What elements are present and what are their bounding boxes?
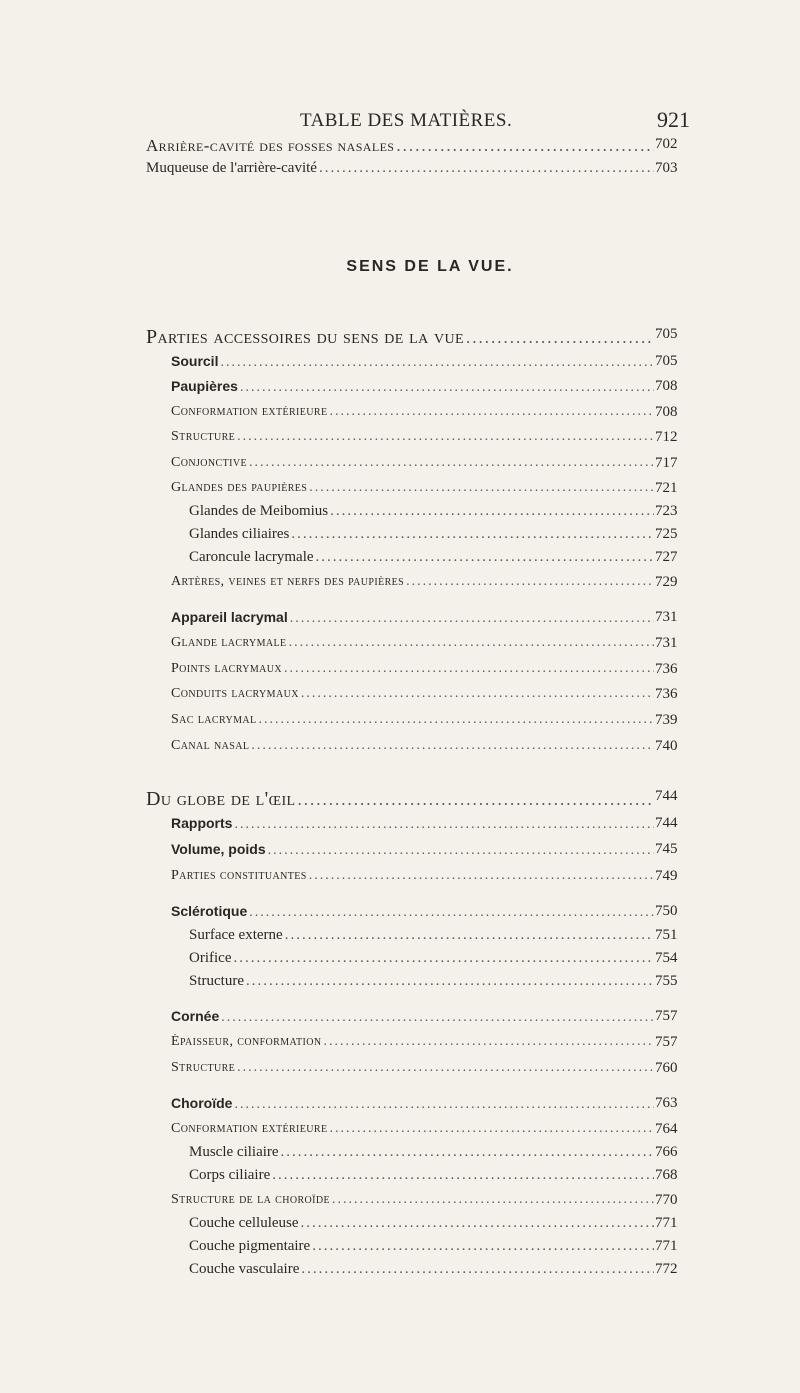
- dot-leader: [301, 1215, 654, 1232]
- toc-page: 725: [655, 526, 678, 542]
- toc-label: Paupières: [171, 378, 238, 394]
- toc-entry-conduits-lacrymaux: [0, 686, 800, 708]
- toc-label: Structure: [171, 1060, 236, 1075]
- dot-leader: [301, 686, 654, 702]
- dot-leader: [316, 549, 654, 566]
- toc-entry-epaisseur: [0, 1034, 800, 1056]
- dot-leader: [237, 429, 654, 445]
- dot-leader: [281, 1144, 654, 1161]
- toc-entry-surface-externe: [0, 927, 800, 949]
- toc-label: Choroïde: [171, 1095, 233, 1111]
- toc-page: 731: [655, 635, 678, 651]
- dot-leader: [284, 661, 654, 677]
- dot-leader: [466, 328, 654, 348]
- toc-label: Artères, veines et nerfs des paupières: [171, 574, 405, 589]
- running-title: TABLE DES MATIÈRES.: [300, 110, 513, 131]
- toc-entry-points-lacrymaux: [0, 661, 800, 683]
- dot-leader: [309, 868, 654, 884]
- toc-page: 766: [655, 1144, 678, 1160]
- dot-leader: [259, 712, 654, 728]
- toc-entry-glandes-paupieres: [0, 480, 800, 502]
- toc-entry-rapports: [0, 815, 800, 837]
- dot-leader: [220, 355, 654, 371]
- toc-label: Couche celluleuse: [189, 1215, 299, 1231]
- toc-label: Glandes de Meibomius: [189, 503, 329, 519]
- dot-leader: [330, 503, 654, 520]
- toc-label: Muscle ciliaire: [189, 1144, 279, 1160]
- dot-leader: [240, 380, 654, 396]
- toc-label: Conformation extérieure: [171, 1121, 328, 1136]
- toc-page: 768: [655, 1167, 678, 1183]
- toc-label: Surface externe: [189, 927, 283, 943]
- toc-page: 703: [655, 160, 678, 176]
- toc-entry-conformation-choroide: [0, 1121, 800, 1143]
- toc-page: 727: [655, 549, 678, 565]
- dot-leader: [298, 790, 655, 810]
- toc-entry-choroide: [0, 1095, 800, 1117]
- dot-leader: [237, 1060, 654, 1076]
- toc-page: 751: [655, 927, 678, 943]
- toc-entry-parties-accessoires: [0, 326, 800, 348]
- toc-page: 750: [655, 903, 678, 919]
- toc-label: Glande lacrymale: [171, 635, 287, 650]
- toc-page: 754: [655, 950, 678, 966]
- toc-label: Rapports: [171, 815, 233, 831]
- toc-page: 745: [655, 841, 678, 857]
- dot-leader: [285, 927, 654, 944]
- toc-label: Muqueuse de l'arrière-cavité: [146, 160, 317, 176]
- toc-label: Appareil lacrymal: [171, 609, 288, 625]
- toc-label: Structure: [189, 973, 244, 989]
- dot-leader: [249, 455, 654, 471]
- toc-page: 771: [655, 1215, 678, 1231]
- toc-label: Parties constituantes: [171, 868, 307, 883]
- toc-label: Glandes des paupières: [171, 480, 308, 495]
- dot-leader: [291, 526, 654, 543]
- toc-label: Parties accessoires du sens de la vue: [146, 326, 464, 348]
- toc-label: Conformation extérieure: [171, 404, 328, 419]
- toc-entry-glande-lacrymale: [0, 635, 800, 657]
- toc-label: Glandes ciliaires: [189, 526, 290, 542]
- toc-page: 744: [655, 815, 678, 831]
- toc-label: Caroncule lacrymale: [189, 549, 314, 565]
- dot-leader: [251, 738, 654, 754]
- toc-entry-structure-sclerotique: [0, 973, 800, 995]
- toc-page: 736: [655, 661, 678, 677]
- toc-entry-corps-ciliaire: [0, 1167, 800, 1189]
- toc-page: 739: [655, 712, 678, 728]
- toc-entry-conformation-exterieure: [0, 404, 800, 426]
- toc-page: 760: [655, 1060, 678, 1076]
- toc-page: 763: [655, 1095, 678, 1111]
- toc-page: 702: [655, 136, 678, 152]
- toc-label: Sourcil: [171, 353, 219, 369]
- toc-entry-appareil-lacrymal: [0, 609, 800, 631]
- toc-label: Conduits lacrymaux: [171, 686, 299, 701]
- toc-label: Du globe de l'œil: [146, 788, 296, 810]
- dot-leader: [233, 950, 654, 967]
- toc-entry-parties-constituantes: [0, 868, 800, 890]
- toc-entry-muscle-ciliaire: [0, 1144, 800, 1166]
- toc-page: 708: [655, 404, 678, 420]
- toc-label: Structure de la choroïde: [171, 1192, 330, 1207]
- toc-entry-structure-cornee: [0, 1060, 800, 1082]
- toc-page: 717: [655, 455, 678, 471]
- dot-leader: [268, 843, 654, 859]
- toc-entry-sourcil: [0, 353, 800, 375]
- toc-page: 712: [655, 429, 678, 445]
- toc-label: Canal nasal: [171, 738, 250, 753]
- toc-entry-cornee: [0, 1008, 800, 1030]
- toc-entry-couche-vasculaire: [0, 1261, 800, 1283]
- toc-label: Sclérotique: [171, 903, 248, 919]
- dot-leader: [324, 1034, 654, 1050]
- toc-label: Arrière-cavité des fosses nasales: [146, 136, 395, 155]
- toc-entry-glandes-meibomius: [0, 503, 800, 525]
- section-heading: SENS DE LA VUE.: [346, 258, 514, 275]
- toc-label: Épaisseur, conformation: [171, 1034, 322, 1049]
- toc-entry-globe-oeil: [0, 788, 800, 810]
- dot-leader: [290, 611, 654, 627]
- toc-page: 764: [655, 1121, 678, 1137]
- toc-page: 757: [655, 1008, 678, 1024]
- toc-entry-conjonctive: [0, 455, 800, 477]
- dot-leader: [221, 1010, 654, 1026]
- toc-entry-structure-choroide: [0, 1192, 800, 1214]
- toc-page: 723: [655, 503, 678, 519]
- dot-leader: [272, 1167, 654, 1184]
- page-number: 921: [657, 107, 690, 132]
- dot-leader: [329, 1121, 654, 1137]
- toc-entry-canal-nasal: [0, 738, 800, 760]
- dot-leader: [396, 136, 654, 156]
- toc-entry-structure: [0, 429, 800, 451]
- dot-leader: [332, 1192, 654, 1208]
- toc-label: Orifice: [189, 950, 232, 966]
- toc-page: 708: [655, 378, 678, 394]
- dot-leader: [312, 1238, 654, 1255]
- toc-entry-couche-celluleuse: [0, 1215, 800, 1237]
- dot-leader: [329, 404, 654, 420]
- toc-entry-volume-poids: [0, 841, 800, 863]
- toc-page: 736: [655, 686, 678, 702]
- dot-leader: [289, 635, 654, 651]
- toc-page: 721: [655, 480, 678, 496]
- toc-label: Couche pigmentaire: [189, 1238, 311, 1254]
- toc-label: Corps ciliaire: [189, 1167, 271, 1183]
- toc-entry-arteres: [0, 574, 800, 596]
- toc-entry-orifice: [0, 950, 800, 972]
- toc-entry-sac-lacrymal: [0, 712, 800, 734]
- toc-page: 740: [655, 738, 678, 754]
- toc-entry-sclerotique: [0, 903, 800, 925]
- toc-page: 731: [655, 609, 678, 625]
- toc-entry-paupieres: [0, 378, 800, 400]
- toc-entry-arriere-cavite: [0, 136, 800, 158]
- toc-page: 729: [655, 574, 678, 590]
- dot-leader: [301, 1261, 654, 1278]
- toc-entry-glandes-ciliaires: [0, 526, 800, 548]
- toc-entry-couche-pigmentaire: [0, 1238, 800, 1260]
- toc-label: Conjonctive: [171, 455, 247, 470]
- toc-entry-muqueuse: [0, 160, 800, 182]
- toc-page: 757: [655, 1034, 678, 1050]
- dot-leader: [249, 905, 654, 921]
- dot-leader: [234, 817, 654, 833]
- toc-label: Cornée: [171, 1008, 220, 1024]
- dot-leader: [406, 574, 654, 590]
- toc-page: 705: [655, 326, 678, 342]
- toc-page: 705: [655, 353, 678, 369]
- toc-page: 770: [655, 1192, 678, 1208]
- dot-leader: [309, 480, 654, 496]
- toc-label: Couche vasculaire: [189, 1261, 300, 1277]
- dot-leader: [319, 160, 654, 177]
- dot-leader: [246, 973, 654, 990]
- toc-label: Structure: [171, 429, 236, 444]
- toc-entry-caroncule: [0, 549, 800, 571]
- toc-label: Points lacrymaux: [171, 661, 283, 676]
- toc-page: 771: [655, 1238, 678, 1254]
- toc-page: 755: [655, 973, 678, 989]
- toc-page: 749: [655, 868, 678, 884]
- toc-label: Volume, poids: [171, 841, 266, 857]
- toc-page: 772: [655, 1261, 678, 1277]
- toc-page: 744: [655, 788, 678, 804]
- toc-label: Sac lacrymal: [171, 712, 257, 727]
- dot-leader: [234, 1097, 654, 1113]
